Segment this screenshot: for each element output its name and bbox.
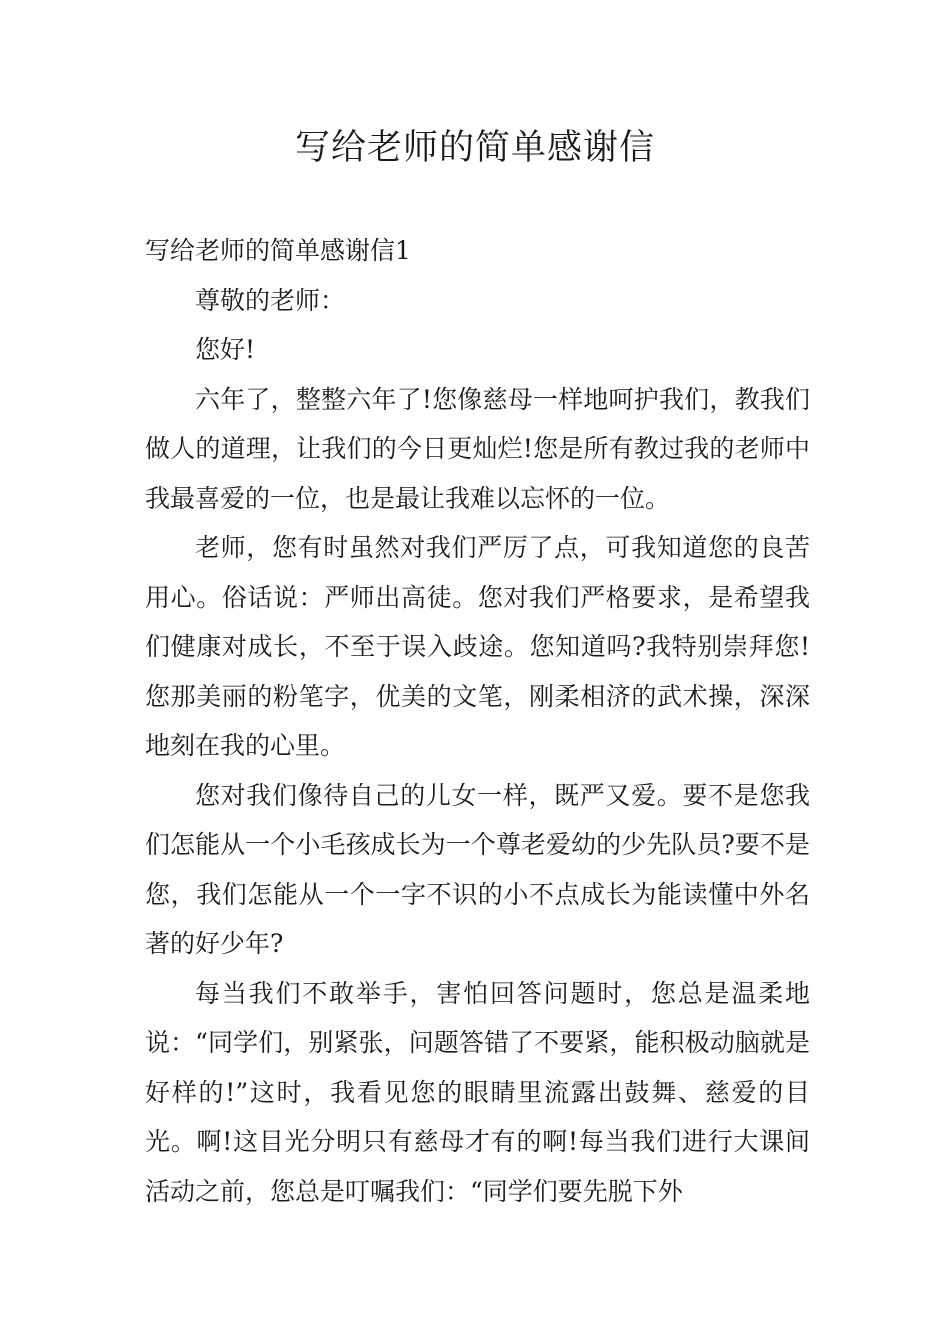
- greeting: 您好!: [195, 335, 256, 364]
- section-heading: 写给老师的简单感谢信1: [145, 236, 411, 265]
- document-body: [145, 226, 810, 1216]
- body-paragraph: 您对我们像待自己的儿女一样，既严又爱。要不是您我们怎能从一个小毛孩成长为一个尊老爱幼的少先队员?要不是您，我们怎能从一个一字不识的小不点成长为能读懂中外名著的好少年?: [145, 780, 810, 958]
- body-paragraph: 每当我们不敢举手，害怕回答问题时，您总是温柔地说：“同学们，别紧张，问题答错了不要紧，能积极动脑就是好样的!”这时，我看见您的眼睛里流露出鼓舞、慈爱的目光。啊!这目光分明只有慈母才有的啊!每当我们进行大课间活动之前，您总是叮嘱我们：“同学们要先脱下外: [145, 978, 810, 1206]
- body-paragraph: 六年了，整整六年了!您像慈母一样地呵护我们，教我们做人的道理，让我们的今日更灿烂!您是所有教过我的老师中我最喜爱的一位，也是最让我难以忘怀的一位。: [145, 384, 810, 513]
- salutation: 尊敬的老师：: [195, 285, 346, 315]
- document-title: 写给老师的简单感谢信: [294, 128, 655, 168]
- body-paragraph: 老师，您有时虽然对我们严厉了点，可我知道您的良苦用心。俗话说：严师出高徒。您对我们严格要求，是希望我们健康对成长，不至于误入歧途。您知道吗?我特别崇拜您!您那美丽的粉笔字，优美的文笔，刚柔相济的武术操，深深地刻在我的心里。: [145, 533, 810, 760]
